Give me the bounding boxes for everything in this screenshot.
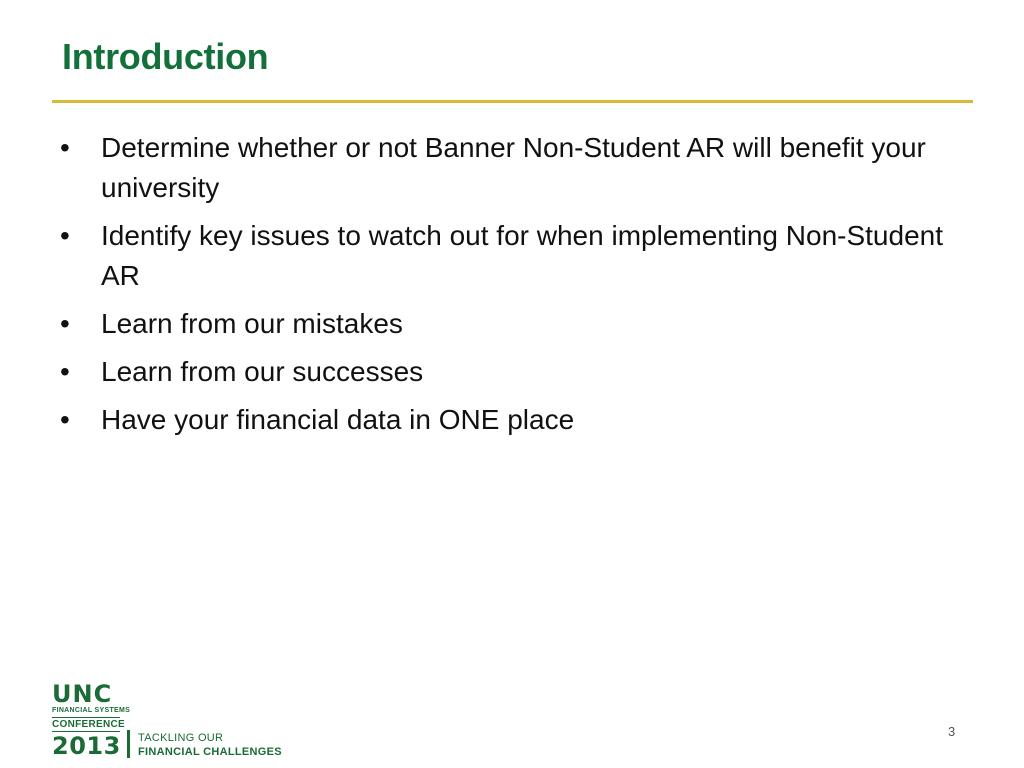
- bullet-icon: •: [60, 356, 70, 387]
- list-item: [56, 304, 956, 344]
- bullet-text: Identify key issues to watch out for when implementing Non-Student AR: [101, 220, 943, 291]
- bullet-icon: •: [60, 132, 70, 163]
- logo-tagline-line2: FINANCIAL CHALLENGES: [138, 746, 282, 758]
- logo-tagline-line1: TACKLING OUR: [138, 732, 224, 744]
- bullet-list: [56, 128, 956, 448]
- logo-conference-text: CONFERENCE: [52, 719, 126, 730]
- list-item: [56, 128, 956, 208]
- page-number: 3: [948, 724, 956, 739]
- bullet-text: Learn from our successes: [101, 356, 424, 387]
- logo-year-text: 2013: [52, 732, 121, 760]
- title-divider: [52, 100, 973, 103]
- list-item: [56, 216, 956, 296]
- bullet-icon: •: [60, 404, 70, 435]
- logo-unc-text: UNC: [52, 680, 113, 708]
- list-item: [56, 352, 956, 392]
- list-item: [56, 400, 956, 440]
- logo-financial-systems-text: FINANCIAL SYSTEMS: [52, 707, 131, 714]
- bullet-icon: •: [60, 308, 70, 339]
- logo-divider: [52, 717, 120, 718]
- bullet-icon: •: [60, 220, 70, 251]
- bullet-text: Determine whether or not Banner Non-Student AR will benefit your university: [101, 132, 926, 203]
- conference-logo: [52, 680, 292, 760]
- bullet-text: Have your financial data in ONE place: [101, 404, 575, 435]
- logo-separator-bar: [127, 730, 130, 758]
- slide-title: Introduction: [62, 36, 269, 77]
- bullet-text: Learn from our mistakes: [101, 308, 403, 339]
